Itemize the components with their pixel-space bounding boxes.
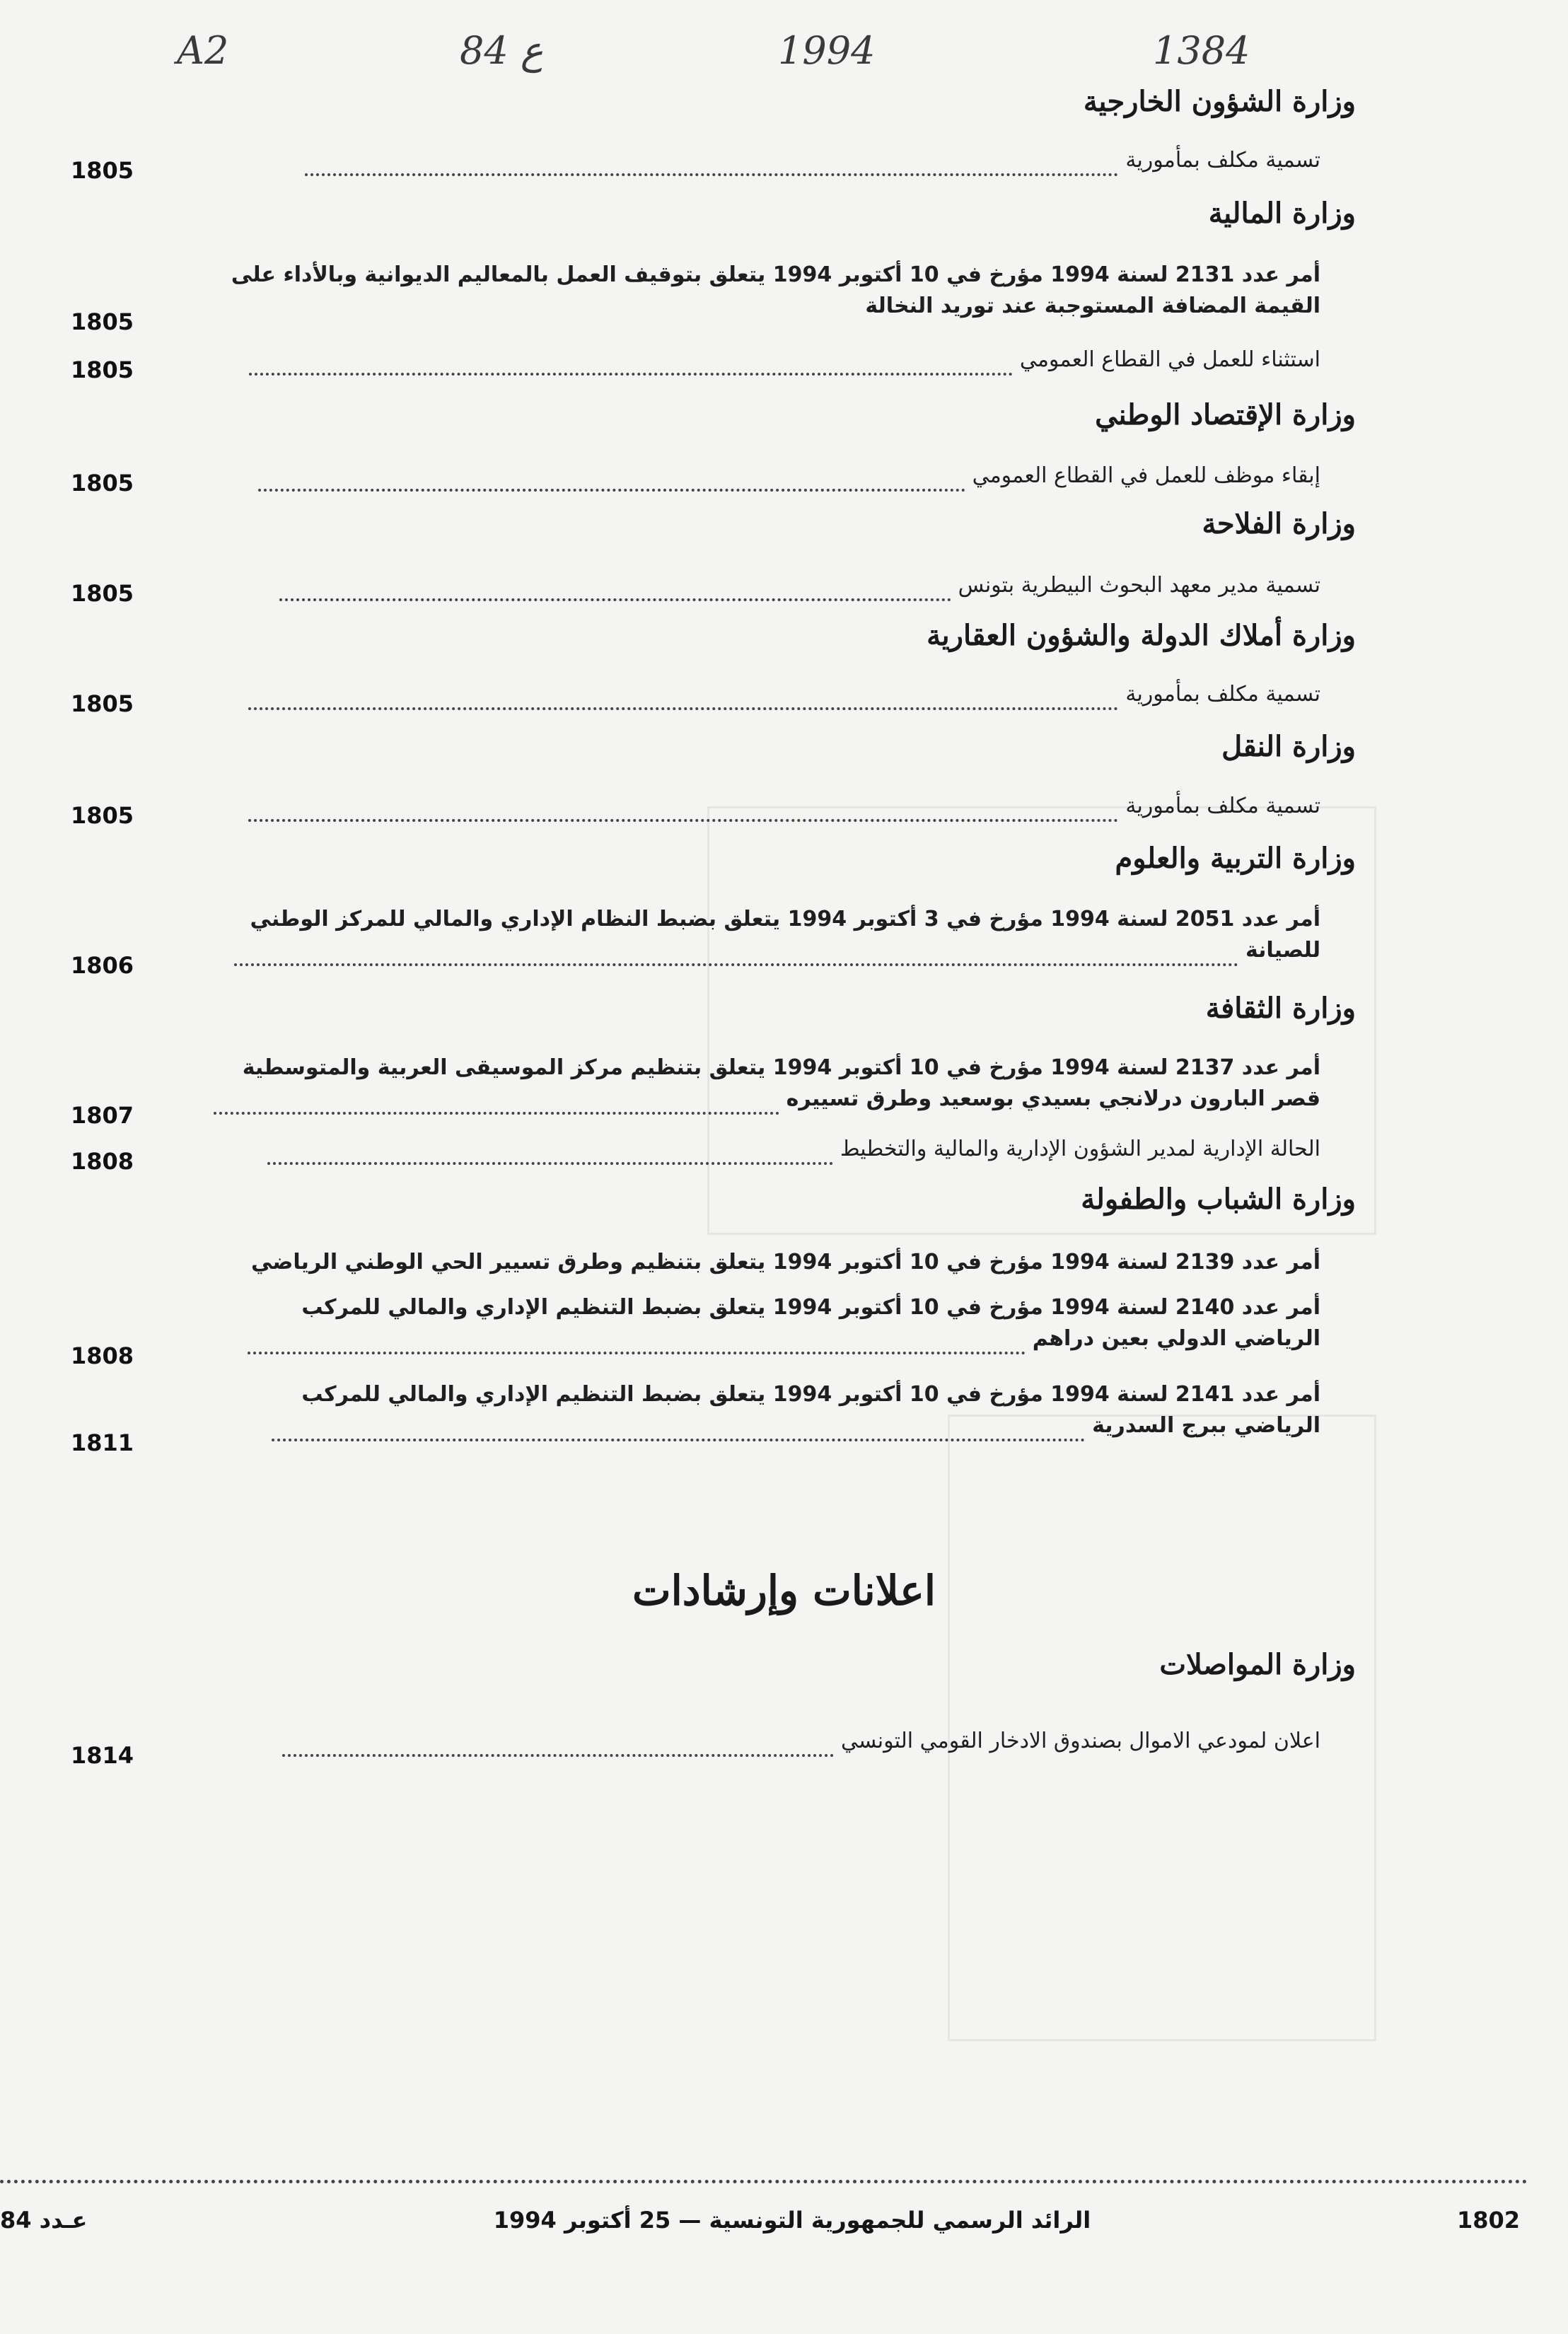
toc-entry[interactable]: أمر عدد 2137 لسنة 1994 مؤرخ في 10 أكتوبر 1994 يتعلق بتنظيم مركز الموسيقى العربية والمتوسطية قصر البارون درلانجي بسيدي بوسعيد وطرق تسييره [149, 1052, 1320, 1115]
page-ref: 1805 [71, 802, 134, 829]
leader-dots [248, 686, 1118, 710]
section-title: وزارة المواصلات [1159, 1648, 1356, 1681]
page-ref: 1805 [71, 308, 134, 335]
section-title: وزارة الإقتصاد الوطني [1095, 398, 1356, 431]
toc-entry[interactable]: تسمية مكلف بمأمورية [149, 145, 1320, 176]
page-ref: 1814 [71, 1742, 134, 1769]
page-ref: 1805 [71, 470, 134, 497]
footer-issue: عـدد 84 [0, 2207, 88, 2234]
toc-entry[interactable]: تسمية مكلف بمأمورية [149, 679, 1320, 710]
section-title: وزارة الشباب والطفولة [1081, 1183, 1356, 1216]
page-ref: 1805 [71, 690, 134, 717]
leader-dots [214, 1091, 779, 1115]
page-ref: 1808 [71, 1342, 134, 1369]
page-ref: 1811 [71, 1429, 134, 1456]
leader-dots [258, 468, 965, 492]
section-title: وزارة الفلاحة [1202, 507, 1356, 540]
leader-dots [248, 1330, 1026, 1354]
toc-entry[interactable]: تسمية مدير معهد البحوث البيطرية بتونس [149, 570, 1320, 601]
leader-dots [279, 577, 951, 601]
section-title: وزارة المالية [1208, 197, 1356, 230]
page-ref: 1808 [71, 1148, 134, 1175]
footer-page-number: 1802 [1457, 2207, 1521, 2234]
leader-dots [282, 1733, 834, 1757]
handwritten-note-c: 1994 [778, 28, 876, 73]
page-ref: 1806 [71, 952, 134, 979]
leader-dots [305, 152, 1118, 176]
leader-dots [249, 352, 1013, 376]
section-title: وزارة أملاك الدولة والشؤون العقارية [927, 619, 1356, 652]
toc-entry[interactable]: استثناء للعمل في القطاع العمومي [149, 344, 1320, 376]
section-title: وزارة النقل [1221, 730, 1356, 763]
handwritten-note-d: 1384 [1153, 28, 1250, 73]
page-ref: 1805 [71, 580, 134, 607]
footer-rule [0, 2180, 1528, 2183]
page-ref: 1805 [71, 356, 134, 383]
leader-dots [267, 1141, 833, 1165]
page-ref: 1807 [71, 1102, 134, 1129]
toc-entry[interactable]: أمر عدد 2140 لسنة 1994 مؤرخ في 10 أكتوبر 1994 يتعلق بضبط التنظيم الإداري والمالي للمركب الرياضي الدولي بعين دراهم [149, 1292, 1320, 1354]
section-title: وزارة الشؤون الخارجية [1083, 85, 1356, 118]
section-title: وزارة التربية والعلوم [1115, 842, 1356, 875]
handwritten-note-a: A2 [177, 28, 229, 73]
footer-journal-title: الرائد الرسمي للجمهورية التونسية — 25 أكتوبر 1994 [493, 2207, 1091, 2234]
toc-entry[interactable]: إبقاء موظف للعمل في القطاع العمومي [149, 460, 1320, 492]
toc-entry[interactable]: أمر عدد 2141 لسنة 1994 مؤرخ في 10 أكتوبر 1994 يتعلق بضبط التنظيم الإداري والمالي للمركب الرياضي ببرج السدرية [149, 1379, 1320, 1441]
announcements-heading: اعلانات وإرشادات [632, 1567, 936, 1615]
leader-dots [234, 942, 1238, 966]
toc-entry[interactable]: الحالة الإدارية لمدير الشؤون الإدارية والمالية والتخطيط [149, 1134, 1320, 1165]
toc-entry[interactable]: أمر عدد 2139 لسنة 1994 مؤرخ في 10 أكتوبر 1994 يتعلق بتنظيم وطرق تسيير الحي الوطني الرياضي [251, 1250, 1320, 1275]
leader-dots [272, 1417, 1085, 1441]
toc-entry[interactable]: أمر عدد 2131 لسنة 1994 مؤرخ في 10 أكتوبر 1994 يتعلق بتوقيف العمل بالمعاليم الديوانية وبالأداء على القيمة المضافة المستوجبة عند توريد النخالة [231, 262, 1320, 318]
toc-entry[interactable]: تسمية مكلف بمأمورية [149, 791, 1320, 822]
toc-entry[interactable]: اعلان لمودعي الاموال بصندوق الادخار القومي التونسي [149, 1726, 1320, 1757]
leader-dots [248, 798, 1118, 822]
page-ref: 1805 [71, 157, 134, 184]
section-title: وزارة الثقافة [1205, 992, 1356, 1025]
handwritten-note-b: 84 ع [460, 28, 544, 73]
toc-entry[interactable]: أمر عدد 2051 لسنة 1994 مؤرخ في 3 أكتوبر 1994 يتعلق بضبط النظام الإداري والمالي للمركز الوطني للصيانة [149, 904, 1320, 966]
